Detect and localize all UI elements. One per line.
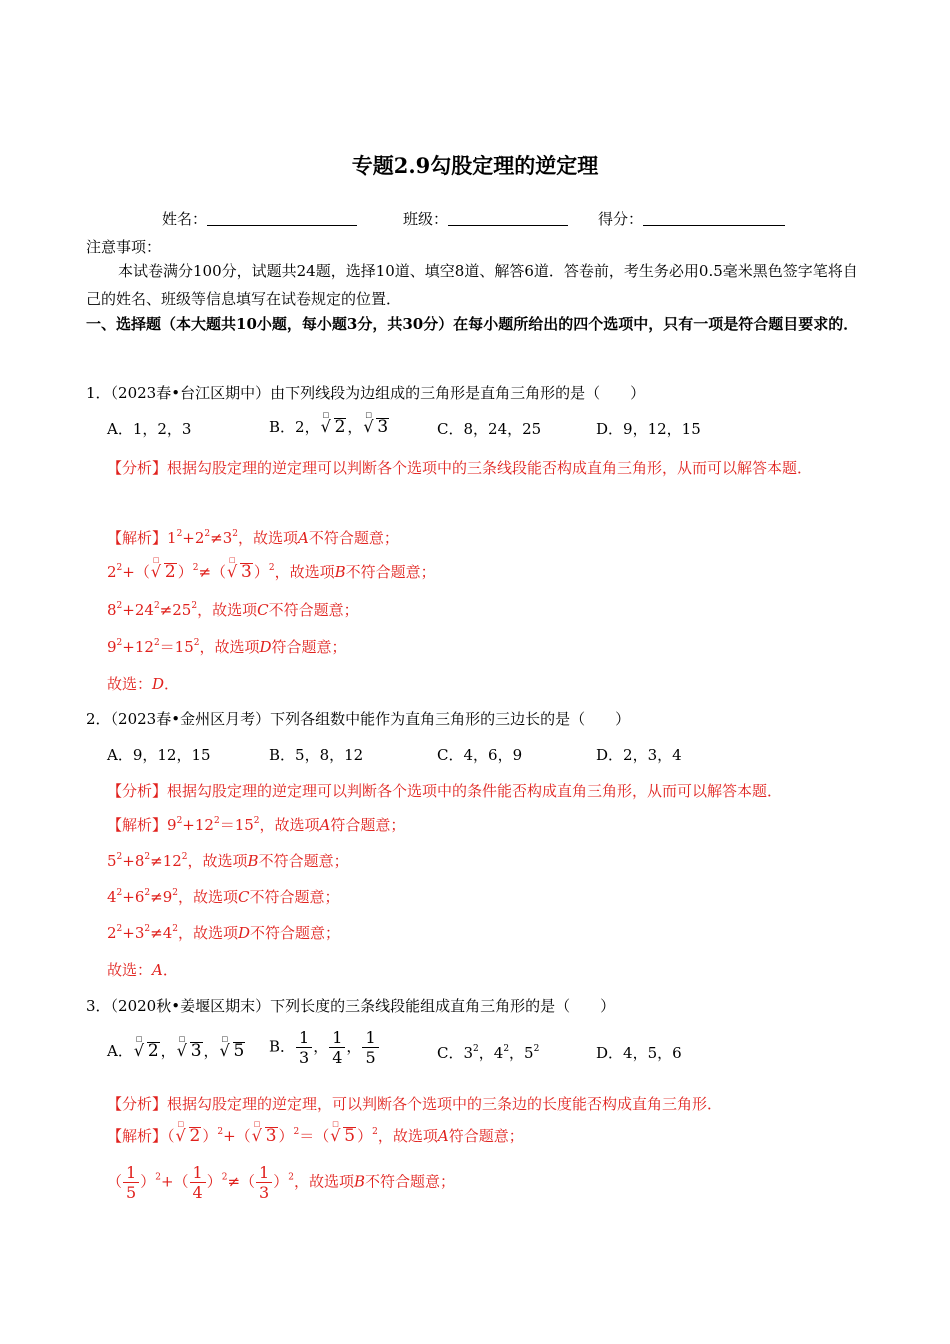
solution-tag: 【解析】 bbox=[107, 529, 168, 547]
q2-option-b[interactable]: B．5，8，12 bbox=[269, 746, 364, 764]
sqrt-3-radical: □ √ 3 bbox=[251, 1120, 277, 1146]
sqrt-2-radical: □ √ 2 bbox=[133, 1035, 159, 1061]
q1-option-d[interactable]: D．9，12，15 bbox=[596, 420, 701, 438]
q3-solution-line-2: （ $\frac{1}{5}$ ）$^2$+（ $\frac{1}{4}$ ）$^2$≠（ $\frac{1}{3}$ ）$^2$，故选项B不符合题意； bbox=[107, 1163, 456, 1202]
q2-solution-line-2: $5^2+8^2\ne 12^2$，故选项B不符合题意； bbox=[107, 852, 349, 870]
q1-stem-line bbox=[86, 382, 645, 403]
q1-option-c[interactable]: C．8，24，25 bbox=[437, 420, 542, 438]
q1-analysis-text: 根据勾股定理的逆定理可以判断各个选项中的三条线段能否构成直角三角形，从而可以解答本题． bbox=[167, 459, 813, 477]
q3-option-b[interactable]: B． $\frac{1}{3}$ ， $\frac{1}{4}$ ， $\frac{1}{5}$ bbox=[269, 1028, 380, 1067]
sqrt-3-radical: □ √ 3 bbox=[363, 411, 389, 437]
q2-option-d[interactable]: D．2，3，4 bbox=[596, 746, 682, 764]
sqrt-2-radical: □ √ 2 bbox=[320, 411, 346, 437]
section-heading: 一、选择题（本大题共10小题，每小题3分，共30分）在每小题所给出的四个选项中，只有一项是符合题目要求的． bbox=[86, 315, 859, 333]
q1-solution-line-4: $9^2+12^2=15^2$，故选项D符合题意； bbox=[107, 638, 347, 656]
q1-solution-line-2: $2^2+$（ □ √ 2 ）$^2$≠（ □ √ 3 ）$^2$，故选项B不符合题意； bbox=[107, 556, 436, 582]
fraction-one-fourth: $\frac{1}{4}$ bbox=[190, 1163, 206, 1202]
q1-solution-line-3: $8^2+24^2\ne 25^2$，故选项C不符合题意； bbox=[107, 601, 359, 619]
q1-option-b[interactable]: B．2， □ √ 2 ， □ √ 3 bbox=[269, 411, 389, 437]
name-blank[interactable] bbox=[207, 211, 357, 226]
q2-analysis-text: 根据勾股定理的逆定理可以判断各个选项中的条件能否构成直角三角形，从而可以解答本题． bbox=[167, 782, 783, 800]
q3-number: 3． bbox=[86, 997, 111, 1015]
sqrt-5-radical: □ √ 5 bbox=[219, 1035, 245, 1061]
q3-analysis bbox=[107, 1093, 722, 1114]
analysis-tag: 【分析】 bbox=[107, 459, 168, 477]
q1-option-a[interactable]: A．1，2，3 bbox=[107, 420, 192, 438]
q1-source: （2023春•台江区期中） bbox=[110, 384, 271, 402]
class-field bbox=[403, 208, 568, 229]
q2-option-c[interactable]: C．4，6，9 bbox=[437, 746, 523, 764]
analysis-tag: 【分析】 bbox=[107, 1095, 168, 1113]
q2-number: 2． bbox=[86, 710, 111, 728]
q2-answer: 故选：A． bbox=[107, 961, 178, 979]
q1-number: 1． bbox=[86, 384, 111, 402]
sqrt-3-radical: □ √ 3 bbox=[227, 556, 252, 582]
q2-stem-line bbox=[86, 708, 630, 729]
q2-option-a[interactable]: A．9，12，15 bbox=[107, 746, 211, 764]
page-title: 专题2.9勾股定理的逆定理 bbox=[351, 153, 599, 178]
q1-answer: 故选：D． bbox=[107, 675, 180, 693]
fraction-one-fourth: $\frac{1}{4}$ bbox=[329, 1028, 345, 1067]
q2-solution-line-3: $4^2+6^2\ne 9^2$，故选项C不符合题意； bbox=[107, 888, 340, 906]
q3-option-a[interactable]: A． □ √ 2 ， □ √ 3 ， □ √ 5 bbox=[107, 1035, 245, 1061]
q1-stem: 由下列线段为边组成的三角形是直角三角形的是（ ） bbox=[270, 384, 646, 402]
q2-solution-line-1: 【解析】$9^2+12^2=15^2$，故选项A符合题意； bbox=[107, 816, 406, 834]
q1-option-b-prefix: B．2， bbox=[269, 418, 320, 436]
class-label: 班级： bbox=[403, 210, 449, 228]
q1-analysis bbox=[107, 450, 864, 487]
q3-stem: 下列长度的三条线段能组成直角三角形的是（ ） bbox=[270, 997, 616, 1015]
score-field bbox=[598, 208, 785, 229]
q3-solution-line-1: 【解析】（ □ √ 2 ）$^2$+（ □ √ 3 ）$^2$＝（ □ √ 5 ）$^2$，故选项A符合题意； bbox=[107, 1120, 524, 1146]
q3-option-c[interactable]: C．$3^2$，$4^2$，$5^2$ bbox=[437, 1044, 540, 1062]
class-blank[interactable] bbox=[448, 211, 568, 226]
notice-text: 本试卷满分100分，试题共24题，选择10道、填空8道、解答6道．答卷前，考生务必用0.5毫米黑色签字笔将自己的姓名、班级等信息填写在试卷规定的位置． bbox=[86, 262, 858, 308]
name-label: 姓名： bbox=[162, 210, 208, 228]
fraction-one-third: $\frac{1}{3}$ bbox=[296, 1028, 312, 1067]
score-label: 得分： bbox=[598, 210, 644, 228]
fraction-one-fifth: $\frac{1}{5}$ bbox=[362, 1028, 378, 1067]
q3-source: （2020秋•姜堰区期末） bbox=[110, 997, 271, 1015]
q3-analysis-text: 根据勾股定理的逆定理，可以判断各个选项中的三条边的长度能否构成直角三角形． bbox=[167, 1095, 723, 1113]
sqrt-5-radical: □ √ 5 bbox=[330, 1120, 356, 1146]
q2-analysis bbox=[107, 780, 782, 801]
sqrt-2-radical: □ √ 2 bbox=[175, 1120, 201, 1146]
notice-label: 注意事项： bbox=[86, 238, 162, 256]
score-blank[interactable] bbox=[643, 211, 785, 226]
solution-tag: 【解析】 bbox=[107, 1127, 168, 1145]
solution-tag: 【解析】 bbox=[107, 816, 168, 834]
q2-solution-line-4: $2^2+3^2\ne 4^2$，故选项D不符合题意； bbox=[107, 924, 341, 942]
sqrt-2-radical: □ √ 2 bbox=[150, 556, 176, 582]
q1-solution-line-1: 【解析】$1^2+2^2\ne 3^2$，故选项A不符合题意； bbox=[107, 529, 399, 547]
fraction-one-fifth: $\frac{1}{5}$ bbox=[123, 1163, 139, 1202]
fraction-one-third: $\frac{1}{3}$ bbox=[256, 1163, 272, 1202]
q2-source: （2023春•金州区月考） bbox=[110, 710, 271, 728]
q3-option-d[interactable]: D．4，5，6 bbox=[596, 1044, 682, 1062]
name-field bbox=[162, 208, 357, 229]
analysis-tag: 【分析】 bbox=[107, 782, 168, 800]
q3-stem-line bbox=[86, 995, 615, 1016]
q2-stem: 下列各组数中能作为直角三角形的三边长的是（ ） bbox=[270, 710, 631, 728]
sqrt-3-radical: □ √ 3 bbox=[176, 1035, 202, 1061]
